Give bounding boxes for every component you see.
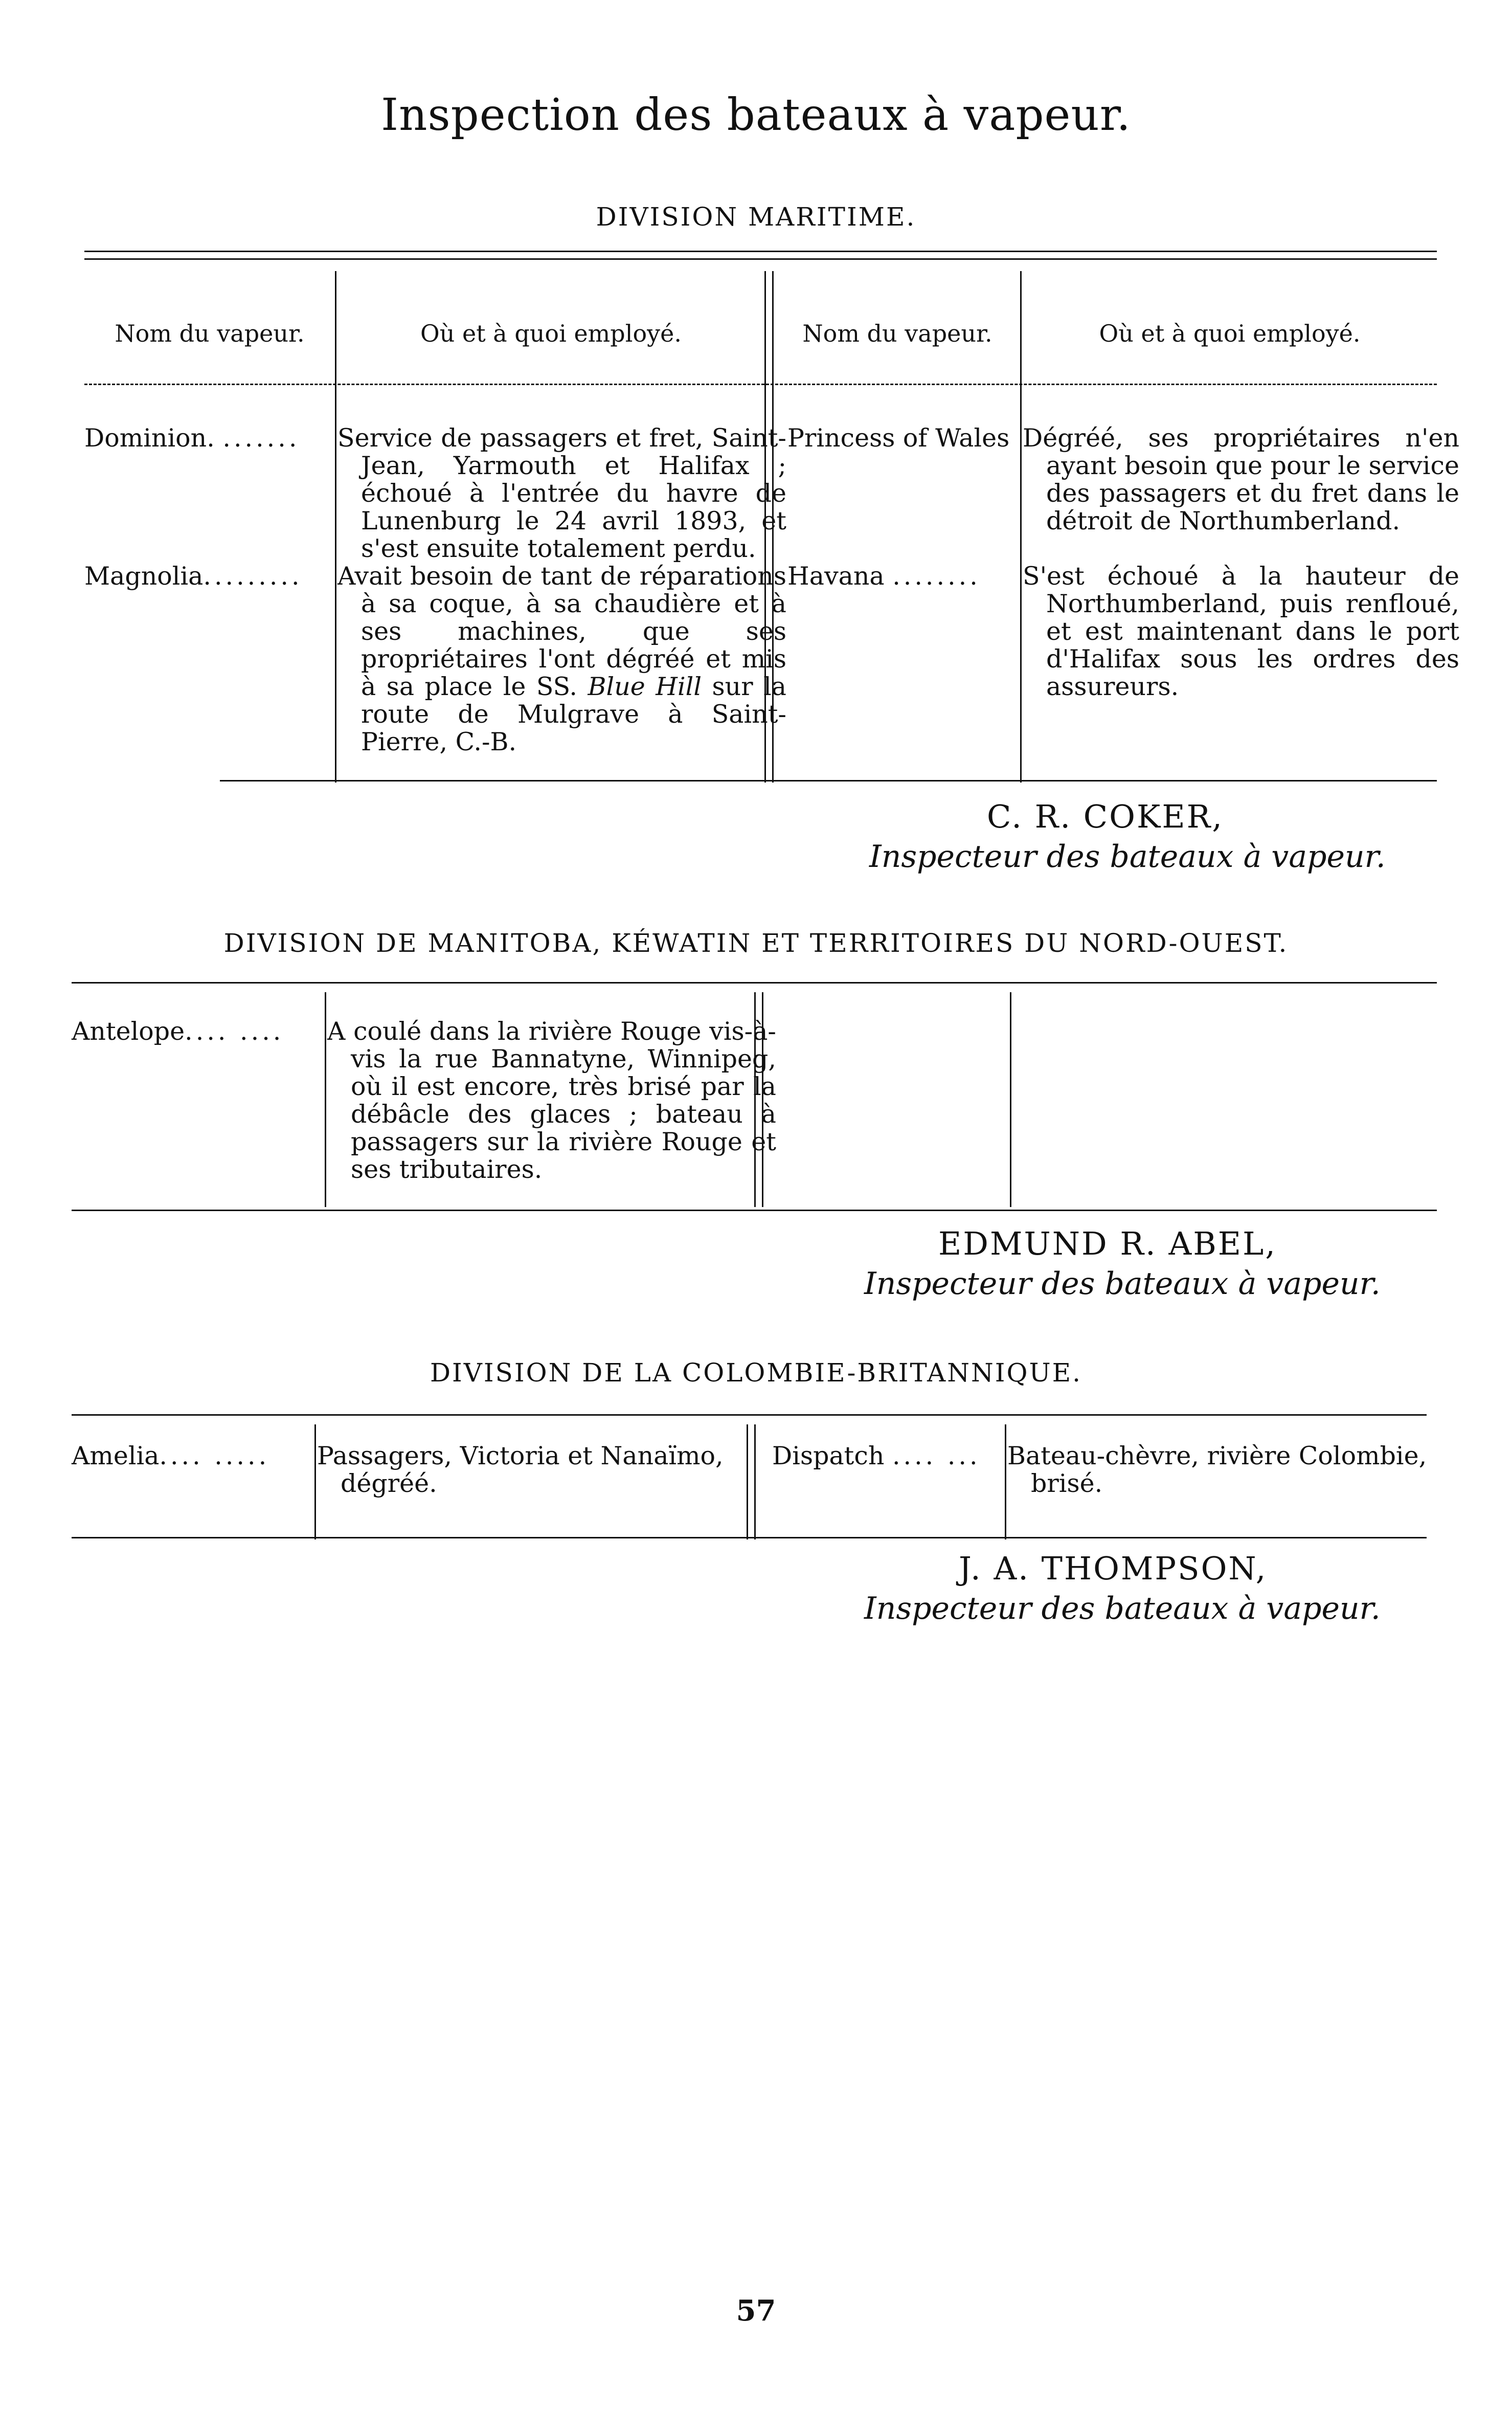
page-number: 57 xyxy=(736,2294,776,2328)
inspector-name: C. R. COKER, xyxy=(987,798,1224,835)
vessel-name: Magnolia......... xyxy=(84,562,303,591)
inspector-title: Inspecteur des bateaux à vapeur. xyxy=(864,1266,1381,1302)
inspector-title: Inspecteur des bateaux à vapeur. xyxy=(864,1591,1381,1626)
table-bottom-rule xyxy=(72,1210,1437,1211)
vessel-description: S'est échoué à la hauteur de Northumberland, puis renfloué, et est maintenant dans le port d'Halifax sous les ordres des assureurs. xyxy=(1023,562,1459,701)
division-manitoba-heading: DIVISION DE MANITOBA, KÉWATIN ET TERRITOIRES DU NORD-OUEST. xyxy=(223,928,1289,958)
table-top-rule xyxy=(84,251,1437,252)
column-header-use: Où et à quoi employé. xyxy=(1099,320,1361,347)
inspector-title: Inspecteur des bateaux à vapeur. xyxy=(869,839,1386,875)
vessel-description: Service de passagers et fret, Saint-Jean, Yarmouth et Halifax ; échoué à l'entrée du havre de Lunenburg le 24 avril 1893, et s'est ensuite totalement perdu. xyxy=(337,423,786,563)
table-top-rule xyxy=(72,982,1437,984)
vessel-name: Dominion. ....... xyxy=(84,423,300,453)
vessel-name: Havana ........ xyxy=(787,562,981,591)
table-bottom-rule xyxy=(220,780,1437,781)
table-top-rule xyxy=(72,1414,1427,1416)
vessel-description: Bateau-chèvre, rivière Colombie, brisé. xyxy=(1007,1441,1427,1498)
column-divider xyxy=(335,271,336,783)
vessel-name: Dispatch .... ... xyxy=(772,1441,981,1470)
vessel-name: Princess of Wales xyxy=(787,423,1010,453)
column-header-use: Où et à quoi employé. xyxy=(420,320,682,347)
division-maritime-heading: DIVISION MARITIME. xyxy=(596,202,916,232)
table-top-rule-double xyxy=(84,258,1437,260)
column-divider xyxy=(325,992,326,1207)
vessel-description: Dégréé, ses propriétaires n'en ayant besoin que pour le service des passagers et du fret dans le détroit de Northumberland. xyxy=(1023,423,1459,535)
vessel-name: Amelia.... ..... xyxy=(72,1441,270,1470)
header-rule xyxy=(84,384,1437,385)
table-bottom-rule xyxy=(72,1537,1427,1538)
column-divider xyxy=(314,1424,316,1539)
vessel-description: Passagers, Victoria et Nanaïmo, dégréé. xyxy=(317,1441,724,1498)
vessel-description: A coulé dans la rivière Rouge vis-à-vis la rue Bannatyne, Winnipeg, où il est encore, très brisé par la débâcle des glaces ; bateau à passagers sur la rivière Rouge et ses tributaires. xyxy=(327,1017,776,1184)
inspector-name: J. A. THOMPSON, xyxy=(959,1550,1268,1587)
division-colombie-heading: DIVISION DE LA COLOMBIE-BRITANNIQUE. xyxy=(430,1358,1082,1388)
column-divider xyxy=(1005,1424,1006,1539)
inspector-name: EDMUND R. ABEL, xyxy=(938,1225,1277,1262)
vessel-description: Avait besoin de tant de réparations à sa coque, à sa chaudière et à ses machines, que ses propriétaires l'ont dégréé et mis à sa place le SS. Blue Hill sur la route de Mulgrave à Saint-Pierre, C.-B. xyxy=(337,562,786,756)
column-divider xyxy=(1010,992,1011,1207)
column-header-name: Nom du vapeur. xyxy=(802,320,992,347)
column-divider xyxy=(1020,271,1022,783)
column-header-name: Nom du vapeur. xyxy=(115,320,305,347)
page-title: Inspection des bateaux à vapeur. xyxy=(381,90,1131,141)
vessel-name: Antelope.... .... xyxy=(72,1017,284,1046)
